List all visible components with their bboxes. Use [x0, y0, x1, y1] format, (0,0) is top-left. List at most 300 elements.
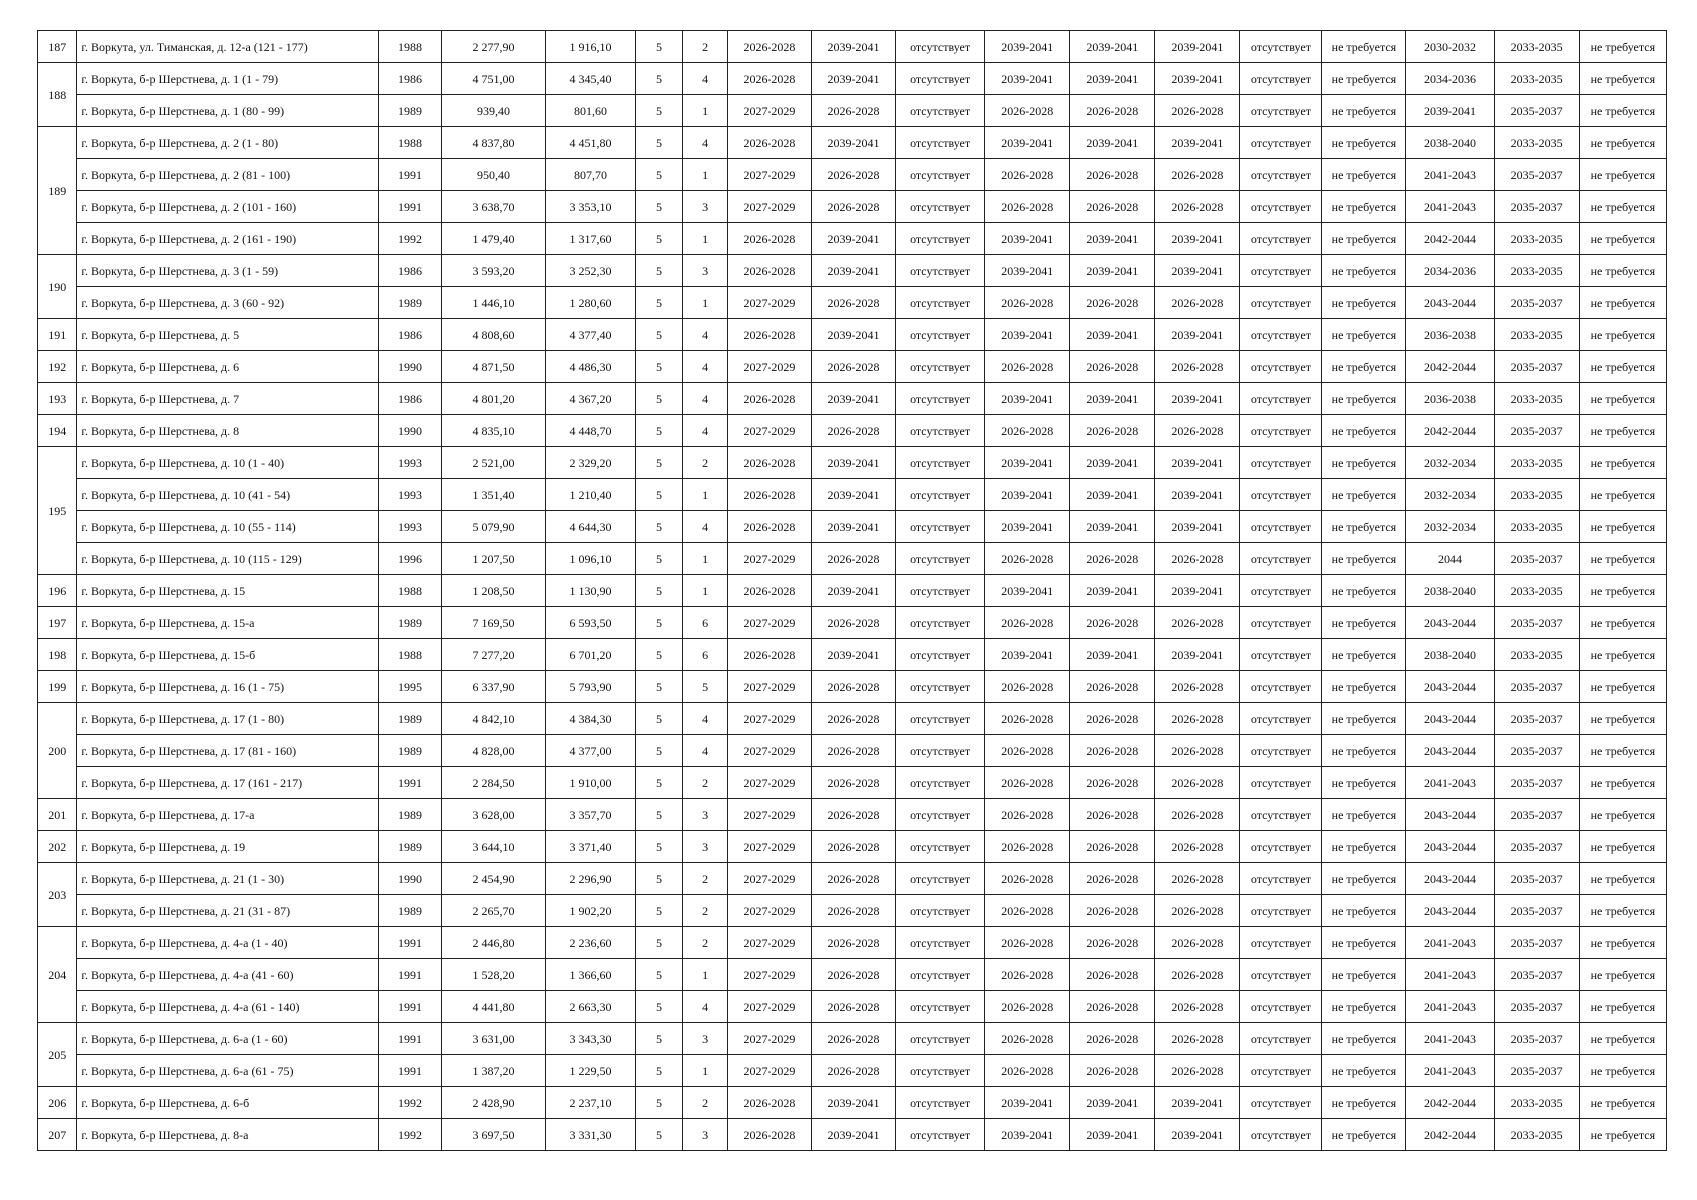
table-row — [38, 735, 1667, 767]
period-cell-2: 2026-2028 — [811, 863, 895, 895]
period-cell-4: 2026-2028 — [985, 1023, 1070, 1055]
table-row — [38, 383, 1667, 415]
year-cell: 1993 — [379, 447, 441, 479]
status-cell-8: не требуется — [1322, 575, 1406, 607]
status-cell-8: не требуется — [1322, 351, 1406, 383]
status-cell-11: не требуется — [1579, 895, 1666, 927]
period-cell-9: 2042-2044 — [1406, 415, 1494, 447]
total-area-cell: 4 441,80 — [441, 991, 546, 1023]
status-cell-11: не требуется — [1579, 1087, 1666, 1119]
table-row — [38, 255, 1667, 287]
row-number-cell: 199 — [38, 671, 77, 703]
period-cell-9: 2030-2032 — [1406, 31, 1494, 63]
floors-cell: 5 — [635, 95, 683, 127]
total-area-cell: 4 842,10 — [441, 703, 546, 735]
period-cell-6: 2026-2028 — [1155, 191, 1240, 223]
period-cell-10: 2033-2035 — [1494, 479, 1579, 511]
period-cell-6: 2026-2028 — [1155, 799, 1240, 831]
status-cell-3: отсутствует — [895, 223, 984, 255]
status-cell-11: не требуется — [1579, 511, 1666, 543]
living-area-cell: 807,70 — [546, 159, 635, 191]
status-cell-3: отсутствует — [895, 735, 984, 767]
period-cell-10: 2035-2037 — [1494, 287, 1579, 319]
floors-cell: 5 — [635, 127, 683, 159]
period-cell-5: 2039-2041 — [1070, 639, 1155, 671]
entrances-cell: 3 — [683, 191, 728, 223]
entrances-cell: 4 — [683, 63, 728, 95]
floors-cell: 5 — [635, 511, 683, 543]
floors-cell: 5 — [635, 223, 683, 255]
period-cell-6: 2039-2041 — [1155, 575, 1240, 607]
period-cell-10: 2035-2037 — [1494, 1055, 1579, 1087]
total-area-cell: 1 479,40 — [441, 223, 546, 255]
status-cell-11: не требуется — [1579, 863, 1666, 895]
period-cell-1: 2027-2029 — [727, 927, 811, 959]
living-area-cell: 2 329,20 — [546, 447, 635, 479]
period-cell-1: 2027-2029 — [727, 735, 811, 767]
status-cell-7: отсутствует — [1240, 159, 1322, 191]
status-cell-11: не требуется — [1579, 95, 1666, 127]
table-row — [38, 159, 1667, 191]
period-cell-10: 2035-2037 — [1494, 991, 1579, 1023]
living-area-cell: 1 280,60 — [546, 287, 635, 319]
total-area-cell: 2 265,70 — [441, 895, 546, 927]
period-cell-10: 2033-2035 — [1494, 511, 1579, 543]
year-cell: 1991 — [379, 191, 441, 223]
status-cell-7: отсутствует — [1240, 735, 1322, 767]
period-cell-4: 2039-2041 — [985, 255, 1070, 287]
period-cell-2: 2026-2028 — [811, 415, 895, 447]
total-area-cell: 6 337,90 — [441, 671, 546, 703]
period-cell-10: 2033-2035 — [1494, 447, 1579, 479]
living-area-cell: 1 916,10 — [546, 31, 635, 63]
period-cell-10: 2035-2037 — [1494, 959, 1579, 991]
living-area-cell: 4 377,40 — [546, 319, 635, 351]
living-area-cell: 3 371,40 — [546, 831, 635, 863]
status-cell-7: отсутствует — [1240, 959, 1322, 991]
address-cell: г. Воркута, б-р Шерстнева, д. 1 (80 - 99) — [77, 95, 379, 127]
period-cell-1: 2026-2028 — [727, 319, 811, 351]
period-cell-10: 2033-2035 — [1494, 127, 1579, 159]
period-cell-2: 2039-2041 — [811, 639, 895, 671]
address-cell: г. Воркута, б-р Шерстнева, д. 6 — [77, 351, 379, 383]
period-cell-5: 2039-2041 — [1070, 1087, 1155, 1119]
status-cell-7: отсутствует — [1240, 31, 1322, 63]
status-cell-8: не требуется — [1322, 895, 1406, 927]
status-cell-3: отсутствует — [895, 319, 984, 351]
status-cell-3: отсутствует — [895, 703, 984, 735]
period-cell-1: 2026-2028 — [727, 447, 811, 479]
address-cell: г. Воркута, б-р Шерстнева, д. 6-а (1 - 60) — [77, 1023, 379, 1055]
period-cell-6: 2026-2028 — [1155, 607, 1240, 639]
address-cell: г. Воркута, б-р Шерстнева, д. 2 (81 - 100) — [77, 159, 379, 191]
status-cell-8: не требуется — [1322, 191, 1406, 223]
period-cell-4: 2026-2028 — [985, 703, 1070, 735]
status-cell-3: отсутствует — [895, 287, 984, 319]
address-cell: г. Воркута, б-р Шерстнева, д. 10 (55 - 114) — [77, 511, 379, 543]
floors-cell: 5 — [635, 63, 683, 95]
address-cell: г. Воркута, б-р Шерстнева, д. 15 — [77, 575, 379, 607]
floors-cell: 5 — [635, 927, 683, 959]
status-cell-3: отсутствует — [895, 863, 984, 895]
living-area-cell: 1 229,50 — [546, 1055, 635, 1087]
period-cell-10: 2035-2037 — [1494, 415, 1579, 447]
period-cell-1: 2027-2029 — [727, 863, 811, 895]
living-area-cell: 4 486,30 — [546, 351, 635, 383]
period-cell-10: 2035-2037 — [1494, 767, 1579, 799]
year-cell: 1989 — [379, 895, 441, 927]
year-cell: 1996 — [379, 543, 441, 575]
table-row — [38, 607, 1667, 639]
row-number-cell: 204 — [38, 927, 77, 1023]
total-area-cell: 939,40 — [441, 95, 546, 127]
floors-cell: 5 — [635, 767, 683, 799]
period-cell-4: 2026-2028 — [985, 991, 1070, 1023]
entrances-cell: 4 — [683, 991, 728, 1023]
status-cell-11: не требуется — [1579, 159, 1666, 191]
status-cell-11: не требуется — [1579, 127, 1666, 159]
status-cell-11: не требуется — [1579, 703, 1666, 735]
status-cell-7: отсутствует — [1240, 1087, 1322, 1119]
period-cell-5: 2039-2041 — [1070, 575, 1155, 607]
floors-cell: 5 — [635, 991, 683, 1023]
period-cell-2: 2039-2041 — [811, 255, 895, 287]
entrances-cell: 2 — [683, 31, 728, 63]
status-cell-8: не требуется — [1322, 831, 1406, 863]
row-number-cell: 200 — [38, 703, 77, 799]
total-area-cell: 1 351,40 — [441, 479, 546, 511]
table-row — [38, 831, 1667, 863]
period-cell-5: 2026-2028 — [1070, 1023, 1155, 1055]
period-cell-6: 2026-2028 — [1155, 831, 1240, 863]
period-cell-2: 2039-2041 — [811, 383, 895, 415]
entrances-cell: 4 — [683, 127, 728, 159]
address-cell: г. Воркута, б-р Шерстнева, д. 2 (101 - 160) — [77, 191, 379, 223]
period-cell-4: 2026-2028 — [985, 959, 1070, 991]
period-cell-1: 2027-2029 — [727, 1055, 811, 1087]
period-cell-6: 2026-2028 — [1155, 895, 1240, 927]
period-cell-4: 2026-2028 — [985, 287, 1070, 319]
period-cell-4: 2026-2028 — [985, 415, 1070, 447]
address-cell: г. Воркута, б-р Шерстнева, д. 7 — [77, 383, 379, 415]
status-cell-8: не требуется — [1322, 607, 1406, 639]
table-row — [38, 95, 1667, 127]
period-cell-2: 2026-2028 — [811, 607, 895, 639]
period-cell-6: 2026-2028 — [1155, 1055, 1240, 1087]
row-number-cell: 190 — [38, 255, 77, 319]
row-number-cell: 191 — [38, 319, 77, 351]
status-cell-7: отсутствует — [1240, 95, 1322, 127]
status-cell-11: не требуется — [1579, 319, 1666, 351]
living-area-cell: 5 793,90 — [546, 671, 635, 703]
floors-cell: 5 — [635, 1087, 683, 1119]
period-cell-6: 2039-2041 — [1155, 223, 1240, 255]
address-cell: г. Воркута, ул. Тиманская, д. 12-а (121 - 177) — [77, 31, 379, 63]
year-cell: 1988 — [379, 639, 441, 671]
period-cell-1: 2026-2028 — [727, 1087, 811, 1119]
period-cell-6: 2026-2028 — [1155, 1023, 1240, 1055]
status-cell-8: не требуется — [1322, 735, 1406, 767]
period-cell-6: 2026-2028 — [1155, 991, 1240, 1023]
period-cell-6: 2039-2041 — [1155, 127, 1240, 159]
period-cell-9: 2032-2034 — [1406, 511, 1494, 543]
table-row — [38, 703, 1667, 735]
status-cell-7: отсутствует — [1240, 447, 1322, 479]
table-row — [38, 895, 1667, 927]
period-cell-5: 2026-2028 — [1070, 607, 1155, 639]
period-cell-6: 2026-2028 — [1155, 95, 1240, 127]
status-cell-3: отсутствует — [895, 511, 984, 543]
living-area-cell: 6 593,50 — [546, 607, 635, 639]
year-cell: 1991 — [379, 1023, 441, 1055]
status-cell-11: не требуется — [1579, 927, 1666, 959]
status-cell-7: отсутствует — [1240, 287, 1322, 319]
status-cell-11: не требуется — [1579, 223, 1666, 255]
living-area-cell: 1 210,40 — [546, 479, 635, 511]
address-cell: г. Воркута, б-р Шерстнева, д. 15-б — [77, 639, 379, 671]
status-cell-3: отсутствует — [895, 671, 984, 703]
status-cell-8: не требуется — [1322, 223, 1406, 255]
status-cell-7: отсутствует — [1240, 191, 1322, 223]
period-cell-1: 2027-2029 — [727, 831, 811, 863]
living-area-cell: 2 236,60 — [546, 927, 635, 959]
period-cell-10: 2035-2037 — [1494, 159, 1579, 191]
period-cell-5: 2026-2028 — [1070, 1055, 1155, 1087]
period-cell-10: 2035-2037 — [1494, 191, 1579, 223]
period-cell-1: 2026-2028 — [727, 383, 811, 415]
entrances-cell: 6 — [683, 639, 728, 671]
year-cell: 1993 — [379, 479, 441, 511]
period-cell-9: 2043-2044 — [1406, 735, 1494, 767]
period-cell-9: 2043-2044 — [1406, 799, 1494, 831]
period-cell-6: 2039-2041 — [1155, 511, 1240, 543]
status-cell-8: не требуется — [1322, 1087, 1406, 1119]
status-cell-8: не требуется — [1322, 703, 1406, 735]
status-cell-7: отсутствует — [1240, 319, 1322, 351]
period-cell-6: 2039-2041 — [1155, 1087, 1240, 1119]
total-area-cell: 4 801,20 — [441, 383, 546, 415]
floors-cell: 5 — [635, 831, 683, 863]
status-cell-7: отсутствует — [1240, 479, 1322, 511]
period-cell-10: 2035-2037 — [1494, 95, 1579, 127]
status-cell-7: отсутствует — [1240, 639, 1322, 671]
status-cell-7: отсутствует — [1240, 671, 1322, 703]
status-cell-11: не требуется — [1579, 63, 1666, 95]
period-cell-1: 2026-2028 — [727, 511, 811, 543]
period-cell-2: 2026-2028 — [811, 1055, 895, 1087]
entrances-cell: 3 — [683, 255, 728, 287]
status-cell-3: отсутствует — [895, 767, 984, 799]
status-cell-8: не требуется — [1322, 383, 1406, 415]
table-row — [38, 799, 1667, 831]
period-cell-5: 2026-2028 — [1070, 287, 1155, 319]
address-cell: г. Воркута, б-р Шерстнева, д. 15-а — [77, 607, 379, 639]
period-cell-4: 2039-2041 — [985, 511, 1070, 543]
period-cell-4: 2039-2041 — [985, 223, 1070, 255]
period-cell-6: 2039-2041 — [1155, 63, 1240, 95]
entrances-cell: 2 — [683, 863, 728, 895]
period-cell-2: 2039-2041 — [811, 319, 895, 351]
row-number-cell: 203 — [38, 863, 77, 927]
status-cell-11: не требуется — [1579, 639, 1666, 671]
period-cell-5: 2039-2041 — [1070, 1119, 1155, 1151]
status-cell-11: не требуется — [1579, 607, 1666, 639]
row-number-cell: 206 — [38, 1087, 77, 1119]
period-cell-10: 2035-2037 — [1494, 895, 1579, 927]
living-area-cell: 4 367,20 — [546, 383, 635, 415]
period-cell-1: 2027-2029 — [727, 159, 811, 191]
address-cell: г. Воркута, б-р Шерстнева, д. 6-а (61 - 75) — [77, 1055, 379, 1087]
period-cell-1: 2027-2029 — [727, 415, 811, 447]
status-cell-7: отсутствует — [1240, 415, 1322, 447]
period-cell-5: 2039-2041 — [1070, 479, 1155, 511]
status-cell-8: не требуется — [1322, 927, 1406, 959]
row-number-cell: 197 — [38, 607, 77, 639]
status-cell-11: не требуется — [1579, 383, 1666, 415]
year-cell: 1991 — [379, 159, 441, 191]
period-cell-5: 2039-2041 — [1070, 255, 1155, 287]
entrances-cell: 1 — [683, 575, 728, 607]
floors-cell: 5 — [635, 607, 683, 639]
year-cell: 1995 — [379, 671, 441, 703]
period-cell-9: 2043-2044 — [1406, 863, 1494, 895]
status-cell-8: не требуется — [1322, 255, 1406, 287]
period-cell-2: 2026-2028 — [811, 671, 895, 703]
period-cell-9: 2043-2044 — [1406, 895, 1494, 927]
period-cell-4: 2039-2041 — [985, 31, 1070, 63]
period-cell-4: 2039-2041 — [985, 383, 1070, 415]
total-area-cell: 1 208,50 — [441, 575, 546, 607]
period-cell-6: 2026-2028 — [1155, 159, 1240, 191]
total-area-cell: 1 207,50 — [441, 543, 546, 575]
status-cell-3: отсутствует — [895, 351, 984, 383]
year-cell: 1989 — [379, 703, 441, 735]
table-row — [38, 479, 1667, 511]
period-cell-9: 2041-2043 — [1406, 991, 1494, 1023]
row-number-cell: 207 — [38, 1119, 77, 1151]
period-cell-2: 2026-2028 — [811, 287, 895, 319]
year-cell: 1988 — [379, 127, 441, 159]
floors-cell: 5 — [635, 543, 683, 575]
status-cell-11: не требуется — [1579, 831, 1666, 863]
table-row — [38, 1119, 1667, 1151]
period-cell-9: 2042-2044 — [1406, 223, 1494, 255]
living-area-cell: 2 296,90 — [546, 863, 635, 895]
address-cell: г. Воркута, б-р Шерстнева, д. 17 (81 - 160) — [77, 735, 379, 767]
status-cell-8: не требуется — [1322, 127, 1406, 159]
period-cell-1: 2026-2028 — [727, 575, 811, 607]
period-cell-2: 2039-2041 — [811, 1119, 895, 1151]
total-area-cell: 4 837,80 — [441, 127, 546, 159]
period-cell-1: 2027-2029 — [727, 991, 811, 1023]
status-cell-7: отсутствует — [1240, 575, 1322, 607]
status-cell-8: не требуется — [1322, 799, 1406, 831]
total-area-cell: 4 828,00 — [441, 735, 546, 767]
table-row — [38, 351, 1667, 383]
period-cell-2: 2039-2041 — [811, 447, 895, 479]
floors-cell: 5 — [635, 671, 683, 703]
row-number-cell: 187 — [38, 31, 77, 63]
status-cell-7: отсутствует — [1240, 63, 1322, 95]
year-cell: 1986 — [379, 383, 441, 415]
status-cell-7: отсутствует — [1240, 831, 1322, 863]
year-cell: 1992 — [379, 1087, 441, 1119]
living-area-cell: 1 910,00 — [546, 767, 635, 799]
period-cell-4: 2039-2041 — [985, 63, 1070, 95]
floors-cell: 5 — [635, 703, 683, 735]
row-number-cell: 189 — [38, 127, 77, 255]
row-number-cell: 192 — [38, 351, 77, 383]
status-cell-3: отсутствует — [895, 415, 984, 447]
period-cell-9: 2036-2038 — [1406, 383, 1494, 415]
status-cell-8: не требуется — [1322, 511, 1406, 543]
year-cell: 1991 — [379, 959, 441, 991]
period-cell-2: 2026-2028 — [811, 927, 895, 959]
table-row — [38, 671, 1667, 703]
total-area-cell: 1 446,10 — [441, 287, 546, 319]
period-cell-9: 2038-2040 — [1406, 127, 1494, 159]
period-cell-2: 2039-2041 — [811, 63, 895, 95]
row-number-cell: 195 — [38, 447, 77, 575]
status-cell-7: отсутствует — [1240, 351, 1322, 383]
period-cell-6: 2026-2028 — [1155, 927, 1240, 959]
status-cell-3: отсутствует — [895, 31, 984, 63]
total-area-cell: 950,40 — [441, 159, 546, 191]
total-area-cell: 3 593,20 — [441, 255, 546, 287]
year-cell: 1991 — [379, 991, 441, 1023]
period-cell-1: 2026-2028 — [727, 479, 811, 511]
entrances-cell: 4 — [683, 703, 728, 735]
period-cell-4: 2026-2028 — [985, 927, 1070, 959]
status-cell-11: не требуется — [1579, 735, 1666, 767]
period-cell-5: 2026-2028 — [1070, 895, 1155, 927]
period-cell-10: 2035-2037 — [1494, 927, 1579, 959]
total-area-cell: 4 835,10 — [441, 415, 546, 447]
period-cell-5: 2039-2041 — [1070, 63, 1155, 95]
status-cell-8: не требуется — [1322, 1119, 1406, 1151]
total-area-cell: 1 387,20 — [441, 1055, 546, 1087]
year-cell: 1988 — [379, 575, 441, 607]
status-cell-11: не требуется — [1579, 991, 1666, 1023]
status-cell-7: отсутствует — [1240, 703, 1322, 735]
period-cell-6: 2039-2041 — [1155, 319, 1240, 351]
table-body — [38, 31, 1667, 1151]
status-cell-8: не требуется — [1322, 447, 1406, 479]
status-cell-8: не требуется — [1322, 639, 1406, 671]
status-cell-11: не требуется — [1579, 1023, 1666, 1055]
total-area-cell: 5 079,90 — [441, 511, 546, 543]
period-cell-1: 2027-2029 — [727, 703, 811, 735]
entrances-cell: 4 — [683, 735, 728, 767]
period-cell-10: 2035-2037 — [1494, 831, 1579, 863]
total-area-cell: 7 277,20 — [441, 639, 546, 671]
period-cell-9: 2042-2044 — [1406, 1119, 1494, 1151]
period-cell-5: 2026-2028 — [1070, 95, 1155, 127]
year-cell: 1990 — [379, 351, 441, 383]
address-cell: г. Воркута, б-р Шерстнева, д. 16 (1 - 75) — [77, 671, 379, 703]
floors-cell: 5 — [635, 159, 683, 191]
period-cell-5: 2026-2028 — [1070, 351, 1155, 383]
table-row — [38, 447, 1667, 479]
status-cell-3: отсутствует — [895, 127, 984, 159]
total-area-cell: 2 277,90 — [441, 31, 546, 63]
total-area-cell: 4 751,00 — [441, 63, 546, 95]
address-cell: г. Воркута, б-р Шерстнева, д. 10 (1 - 40) — [77, 447, 379, 479]
period-cell-9: 2041-2043 — [1406, 1055, 1494, 1087]
period-cell-2: 2039-2041 — [811, 575, 895, 607]
period-cell-4: 2026-2028 — [985, 191, 1070, 223]
period-cell-4: 2039-2041 — [985, 319, 1070, 351]
